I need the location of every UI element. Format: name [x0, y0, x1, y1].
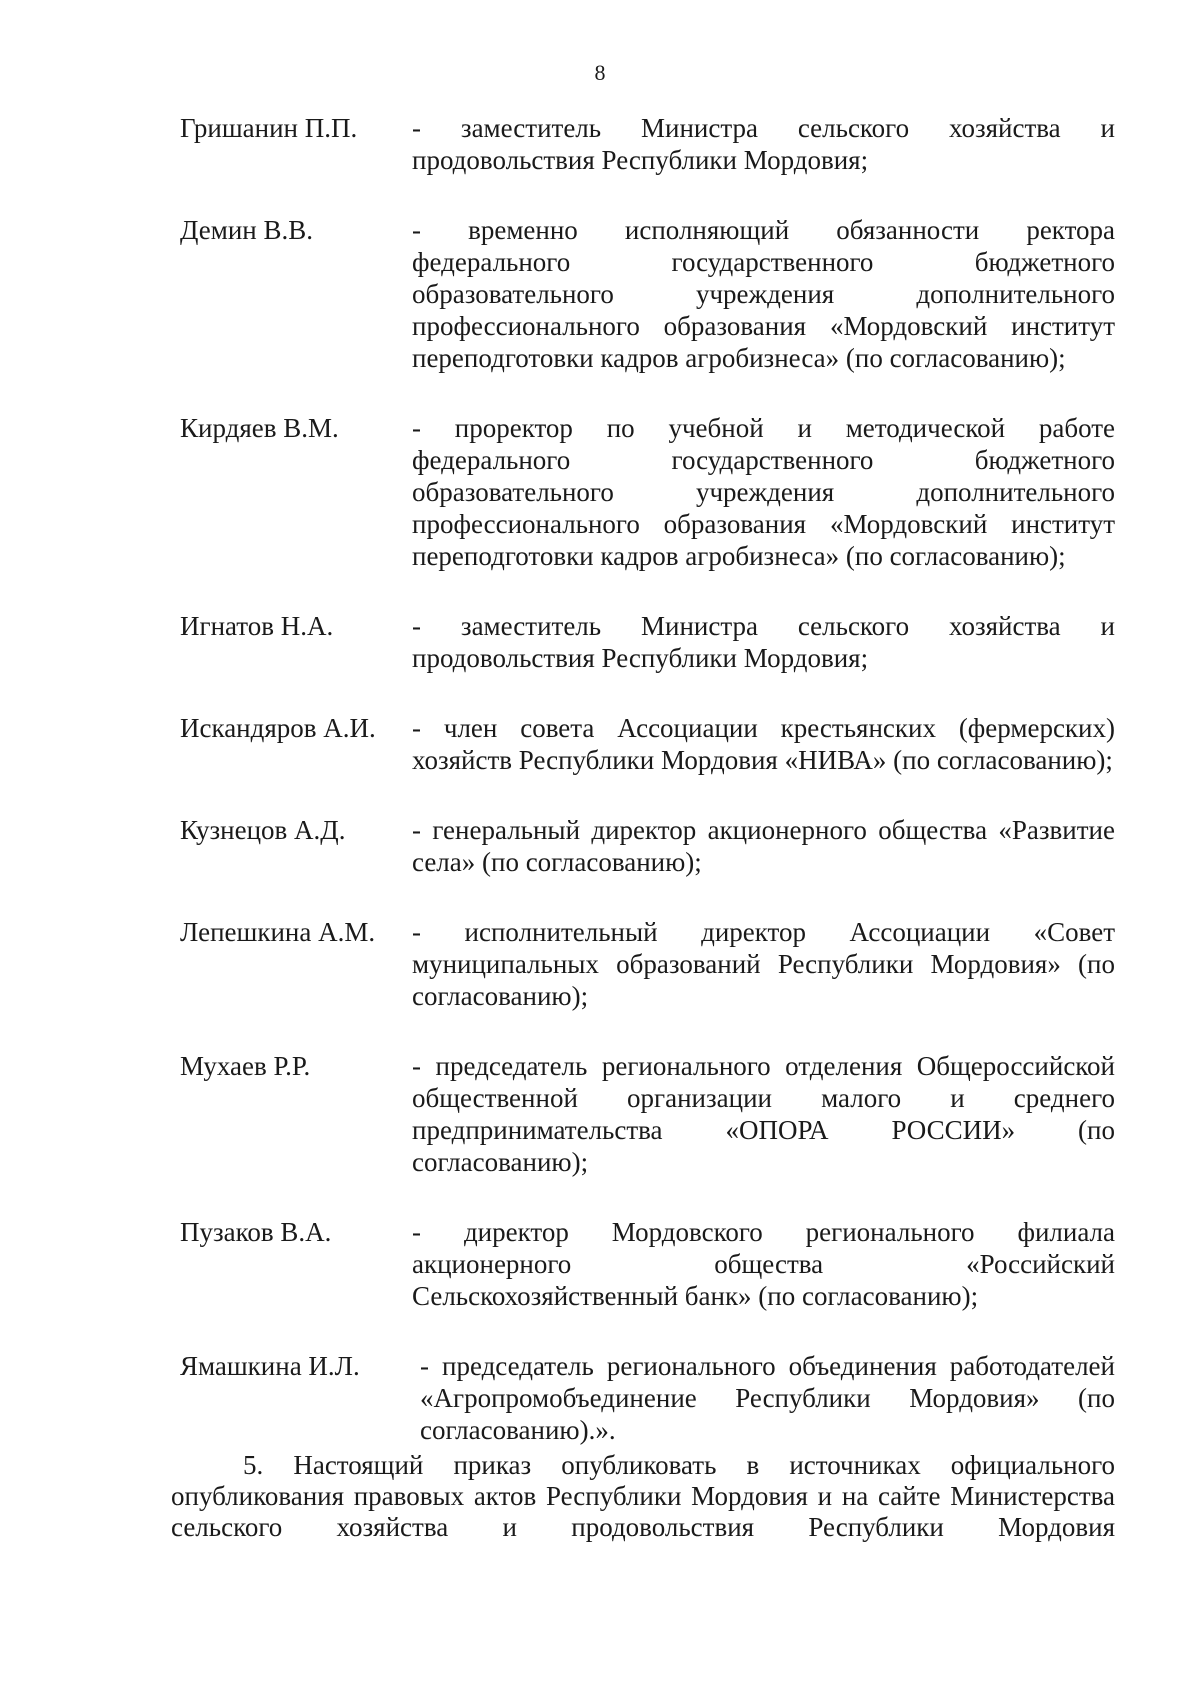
member-row: [180, 412, 1115, 572]
member-row: [180, 1350, 1115, 1446]
member-row: [180, 814, 1115, 878]
member-name: Искандяров А.И.: [180, 713, 376, 743]
member-role: - исполнительный директор Ассоциации «Совет муниципальных образований Республики Мордовия» (по согласованию);: [412, 917, 1115, 1011]
member-role: - директор Мордовского регионального филиала акционерного общества «Российский Сельскохозяйственный банк» (по согласованию);: [412, 1217, 1115, 1311]
member-name: Кузнецов А.Д.: [180, 815, 346, 845]
member-role: - заместитель Министра сельского хозяйства и продовольствия Республики Мордовия;: [412, 611, 1115, 673]
member-name: Лепешкина А.М.: [180, 917, 376, 947]
member-row: [180, 712, 1115, 776]
member-row: [180, 1216, 1115, 1312]
page-number: 8: [594, 60, 606, 85]
member-role: - заместитель Министра сельского хозяйства и продовольствия Республики Мордовия;: [412, 113, 1115, 175]
member-name: Демин В.В.: [180, 215, 313, 245]
member-row: [180, 610, 1115, 674]
member-role: - председатель регионального объединения работодателей «Агропромобъединение Республики Мордовия» (по согласованию).».: [420, 1351, 1115, 1445]
member-name: Кирдяев В.М.: [180, 413, 339, 443]
member-name: Пузаков В.А.: [180, 1217, 332, 1247]
member-role: - председатель регионального отделения Общероссийской общественной организации малого и среднего предпринимательства «ОПОРА РОССИИ» (по согласованию);: [412, 1051, 1115, 1177]
member-row: [180, 916, 1115, 1012]
member-name: Гришанин П.П.: [180, 113, 358, 143]
member-name: Игнатов Н.А.: [180, 611, 334, 641]
member-role: - член совета Ассоциации крестьянских (фермерских) хозяйств Республики Мордовия «НИВА» (по согласованию);: [412, 713, 1115, 775]
member-name: Мухаев Р.Р.: [180, 1051, 311, 1081]
member-name: Ямашкина И.Л.: [180, 1351, 360, 1381]
member-row: [180, 112, 1115, 176]
member-role: - временно исполняющий обязанности ректора федерального государственного бюджетного образовательного учреждения дополнительного профессионального образования «Мордовский институт переподготовки кадров агробизнеса» (по согласованию);: [412, 215, 1115, 373]
member-row: [180, 1050, 1115, 1178]
member-role: - генеральный директор акционерного общества «Развитие села» (по согласованию);: [412, 815, 1115, 877]
publication-paragraph: 5. Настоящий приказ опубликовать в источниках официального опубликования правовых актов Республики Мордовия и на сайте Министерства сельского хозяйства и продовольствия Республики Мордовия: [171, 1450, 1115, 1542]
member-role: - проректор по учебной и методической работе федерального государственного бюджетного образовательного учреждения дополнительного профессионального образования «Мордовский институт переподготовки кадров агробизнеса» (по согласованию);: [412, 413, 1115, 571]
member-row: [180, 214, 1115, 374]
commission-members-list: [180, 112, 1115, 1484]
